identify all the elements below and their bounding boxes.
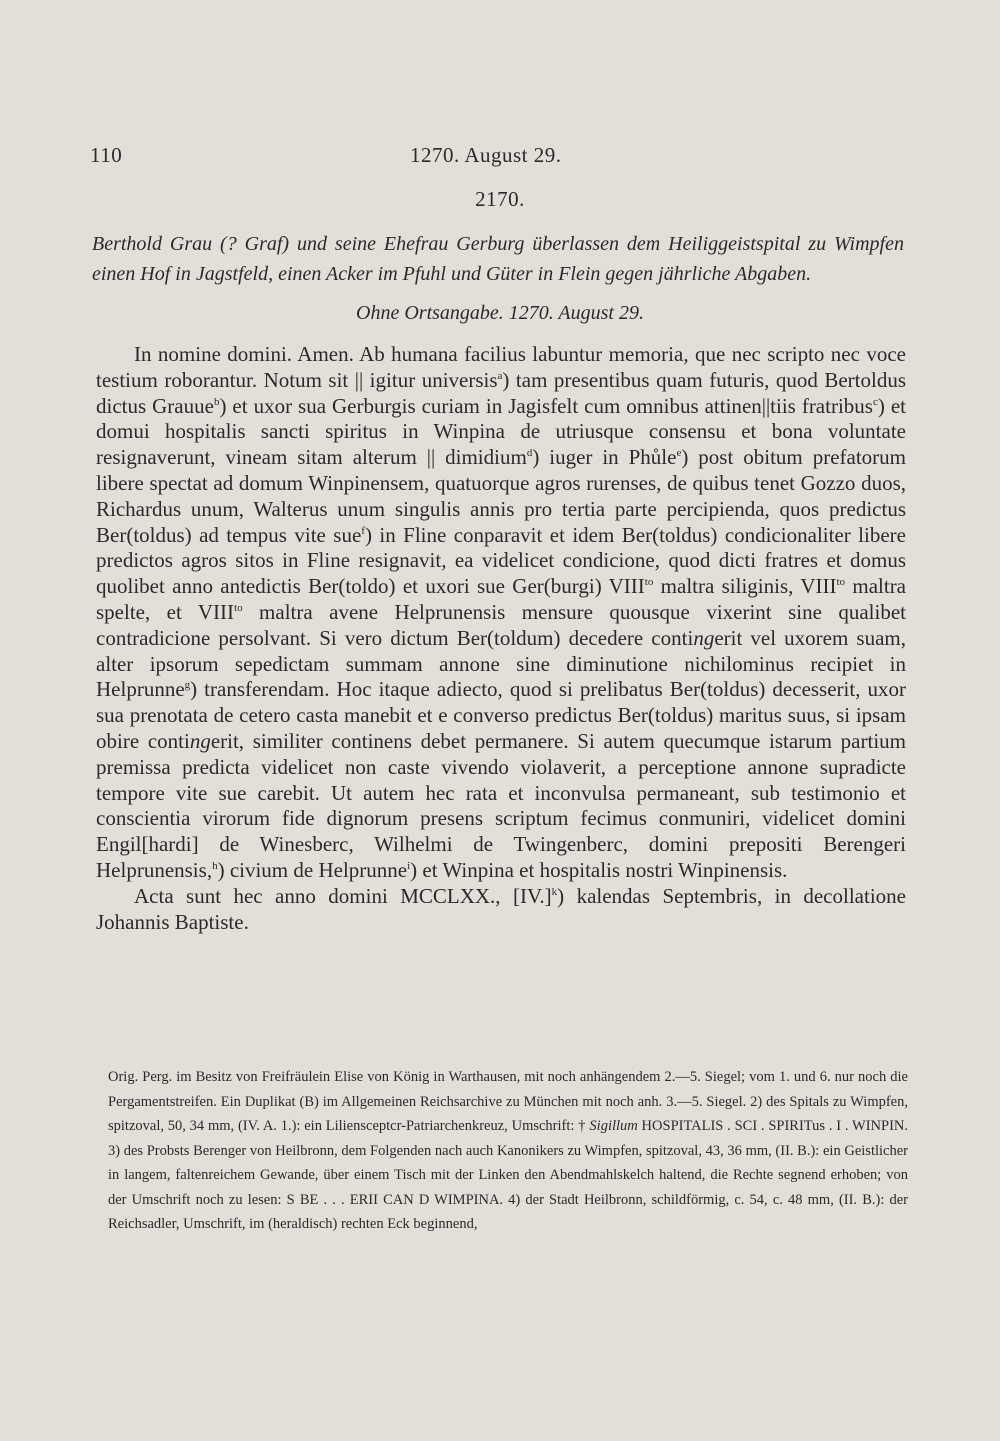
text-segment: ) kalendas Septembris, in decollatione Johannis Baptiste. bbox=[96, 883, 906, 934]
page-number: 110 bbox=[90, 143, 123, 167]
text-segment: ) tam presentibus quam futuris, quod Bertoldus dictus Grauue bbox=[96, 367, 907, 418]
text-segment: maltra avene Helprunensis mensure quousque vixerint sine qualibet contradicione persolvant. Si vero dictum Ber(toldum) decedere conti bbox=[96, 599, 906, 650]
text-segment: ) post obitum prefatorum libere spectat ad domum Winpinensem, quatuorque agros rurenses, de quibus tenet Gozzo duos, Richardus unum, Walterus unum singulis annis pro tertia parte percipienda, quos predictus Ber(toldus) ad tempus vite sue bbox=[96, 445, 906, 547]
ordinal-superscript: to bbox=[836, 576, 846, 589]
footnote-mark-g: g bbox=[184, 679, 191, 692]
footnote-mark-i: i bbox=[407, 859, 411, 872]
apparatus-segment: HOSPITALIS . SCI . SPIRITus . I . WINPIN. 3) des Probsts Berenger von Heilbronn, dem Folgenden nach auch Kanonikers zu Wimpfen, spitzoval, 43, 36 mm, (II. B.): ein Geistlicher in langem, faltenreichem Gewande, über einem Tisch mit der Linken den Abendmahlskelch haltend, die Rechte segnend erhoben; von der Umschrift noch zu lesen: S BE . . . ERII CAN D WIMPINA. 4) der Stadt Heilbronn, schildförmig, c. 54, c. 48 mm, (II. B.): der Reichsadler, Umschrift, im (heraldisch) rechten Eck beginnend, bbox=[108, 1118, 908, 1232]
footnote-mark-h: h bbox=[212, 859, 218, 872]
text-segment: ) et domui hospitalis sancti spiritus in Winpina de utriusque consensu et bona voluntate resignaverunt, vineam sitam alterum || dimidium bbox=[96, 393, 906, 470]
emended-letters: ng bbox=[189, 728, 211, 753]
text-segment: erit, similiter continens debet permanere. Si autem quecumque istarum partium premissa predicta videlicet non caste vivendo violaverit, a perceptione annone supradicte tempore vite sue carebit. Ut autem hec rata et inconvulsa permaneant, sub testimonio et conscientia virorum fide dignorum presens scriptum fecimus conmuniri, videlicet domini Engil[hardi] de Winesberc, Wilhelmi de Twingenberc, domini prepositi Berengeri Helprunensis, bbox=[96, 728, 906, 882]
text-segment: ) et uxor sua Gerburgis curiam in Jagisfelt cum omnibus attinen||tiis fratribus bbox=[219, 393, 873, 418]
charter-text bbox=[96, 342, 906, 935]
text-segment: In nomine domini. Amen. Ab humana facilius labuntur memoria, que nec scripto nec voce testium roborantur. Notum sit || igitur universis bbox=[96, 342, 906, 392]
emended-letters: ng bbox=[693, 625, 715, 650]
ordinal-superscript: to bbox=[234, 601, 243, 614]
page-header bbox=[90, 143, 910, 173]
text-segment: ) transferendam. Hoc itaque adiecto, quod si prelibatus Ber(toldus) decesserit, uxor sua prenotata de cetero casta manebit et e converso predictus Ber(toldus) maritus suus, si ipsam obire conti bbox=[96, 677, 906, 753]
document-number: 2170. bbox=[475, 187, 525, 211]
charter-paragraph bbox=[96, 884, 906, 936]
regest-summary: Berthold Grau (? Graf) und seine Ehefrau Gerburg überlassen dem Heiliggeistspital zu Wimpfen einen Hof in Jagstfeld, einen Acker im Pfuhl und Güter in Flein gegen jährliche Abgaben. bbox=[92, 233, 904, 285]
footnote-mark-a: a bbox=[497, 369, 503, 382]
text-segment: maltra siliginis, VIII bbox=[653, 574, 837, 599]
text-segment: erit vel uxorem suam, alter ipsorum sepedictam summam annone sine diminutione nichilominus recipiet in Helprunne bbox=[96, 625, 906, 702]
apparatus-note bbox=[108, 1065, 908, 1237]
dateline: Ohne Ortsangabe. 1270. August 29. bbox=[356, 302, 644, 324]
footnote-mark-f: f bbox=[361, 524, 365, 537]
footnote-mark-b: b bbox=[213, 395, 220, 408]
text-segment: Acta sunt hec anno domini MCCLXX., [IV.] bbox=[134, 883, 552, 908]
apparatus-italic: Sigillum bbox=[589, 1118, 638, 1134]
running-head-date: 1270. August 29. bbox=[410, 143, 562, 167]
footnote-mark-c: c bbox=[872, 395, 878, 408]
footnote-mark-d: d bbox=[526, 447, 533, 460]
apparatus-segment: Orig. Perg. im Besitz von Freifräulein Elise von König in Warthausen, mit noch anhängendem 2.—5. Siegel; vom 1. und 6. nur noch die Pergamentstreifen. Ein Duplikat (B) im Allgemeinen Reichsarchive zu München mit noch anh. 3.—5. Siegel. 2) des Spitals zu Wimpfen, spitzoval, 50, 34 mm, (IV. A. 1.): ein Liliensceptcr-Patriarchenkreuz, Umschrift: † bbox=[108, 1069, 908, 1134]
text-segment: ) iuger in Phůle bbox=[532, 445, 677, 470]
footnote-mark-k: k bbox=[551, 885, 558, 898]
footnote-mark-e: e bbox=[676, 447, 682, 460]
text-segment: ) civium de Helprunne bbox=[217, 857, 408, 882]
text-segment: maltra spelte, et VIII bbox=[96, 574, 907, 624]
ordinal-superscript: to bbox=[644, 576, 654, 589]
text-segment: ) et Winpina et hospitalis nostri Winpinensis. bbox=[410, 857, 788, 882]
text-segment: ) in Fline conparavit et idem Ber(toldus) condicionaliter libere predictos agros sitos in Fline resignavit, ea videlicet condicione, quod dicti fratres et domus quolibet anno antedictis Ber(toldo) et uxori sue Ger(burgi) VIII bbox=[96, 522, 906, 599]
charter-paragraph bbox=[96, 342, 906, 884]
